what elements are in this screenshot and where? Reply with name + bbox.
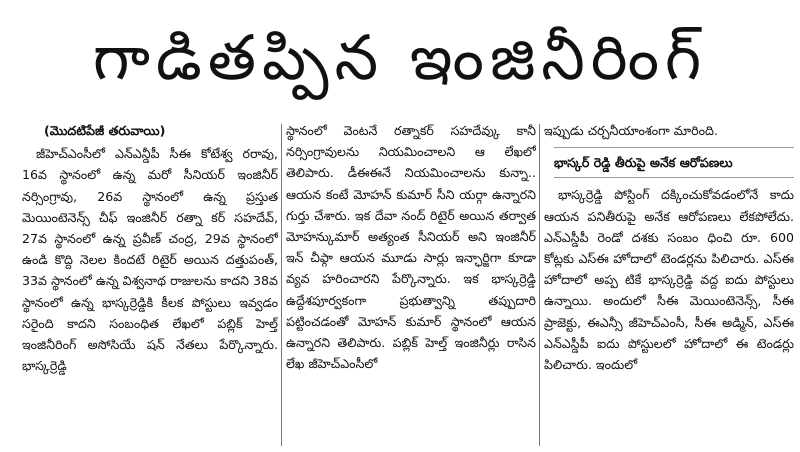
column-3-text: భాస్కర్రెడ్డి పోస్టింగ్ దక్కించుకోవడంలోనే కాదు ఆయన పనితీరుపై అనేక ఆరోపణలు లేకపోలేదు. ఎన్ఎస్డీపీ రెండో దశకు సంబం ధించి రూ. 600 కోట్లకు ఎస్ఈ హోదాలో టెండర్లను పిలిచారు. ఎస్ఈ హోదాలో అప్ప టికే భాస్కర్రెడ్డి వద్ద ఐదు పోస్టులు ఉన్నాయి. అందులో సీఈ మెయింటెనెన్స్, సీఈ ప్రాజెక్టు, ఈఎన్సీ జీహెచ్ఎంసీ, సీఈ అడ్మిన్, ఎస్ఈ ఎన్ఎస్డీపీ ఐదు పోస్టులలో హోదాలో ఈ టెండర్లు పిలిచారు. ఇందులో	[544, 187, 794, 373]
article-column-1	[22, 120, 278, 450]
column-1-text: జీహెచ్ఎంసీలో ఎన్ఎన్డీపీ సీఈ కోటేశ్వ రరావు, 16వ స్థానంలో ఉన్న మరో సీనియర్ ఇంజినీర్ నర్సింగ్రావు, 26వ స్థానంలో ఉన్న ప్రస్తుత మెయింటెనెన్స్ చీఫ్ ఇంజినీర్ రత్నా కర్ సహదేవ్, 27వ స్థానంలో ఉన్న ప్రవీణ్ చంద్ర, 29వ స్థానంలో ఉండి కొద్ది నెలల కిందటే రిటైర్ అయిన దత్తుపంత్, 33వ స్థానంలో ఉన్న విశ్వనాథ రాజులను కాదని 38వ స్థానంలో ఉన్న భాస్కర్రెడ్డికి కీలక పోస్టులు ఇవ్వడం సరైంది కాదని సంబంధిత లేఖలో పబ్లిక్ హెల్త్ ఇంజినీరింగ్ అసోసియే షన్ నేతలు పేర్కొన్నారు. భాస్కర్రెడ్డి	[22, 146, 278, 374]
article-column-3	[544, 120, 794, 450]
column-divider-2	[539, 124, 540, 446]
column-2-text: స్థానంలో వెంటనే రత్నాకర్ సహదేవ్కు కానీ నర్సింగ్రావులను నియమించాలని ఆ లేఖలో తెలిపారు. డీఈఈనే నియమించాలను కున్నా.. ఆయన కంటే మోహన్ కుమార్ సీని యర్గా ఉన్నారని గుర్తు చేశారు. ఇక దేవా నంద్ రిటైర్ అయిన తర్వాత మోహన్కుమార్ అత్యంత సీనియర్ అని ఇంజినీర్ ఇన్ చీఫ్గా ఆయన మూడు సార్లు ఇన్ఛార్జిగా కూడా వ్యవ హరించారని పేర్కొన్నారు. ఇక భాస్కర్రెడ్డి ఉద్దేశపూర్వకంగా ప్రభుత్వాన్ని తప్పుదారి పట్టించడంతో మోహన్ కుమార్ స్థానంలో ఆయన ఉన్నారని తెలిపారు. పబ్లిక్ హెల్త్ ఇంజినీర్లు రాసిన లేఖ జీహెచ్ఎంసీలో	[286, 123, 536, 372]
headline: గాడితప్పిన ఇంజినీరింగ్	[92, 21, 708, 94]
article-column-2	[286, 120, 536, 450]
column-divider-1	[281, 124, 282, 446]
column-3-intro: ఇప్పుడు చర్చనీయాంశంగా మారింది.	[544, 123, 718, 138]
continued-from-front-page-label: (మొదటిపేజీ తరువాయి)	[44, 123, 166, 138]
subheading: భాస్కర్ రెడ్డి తీరుపై అనేక ఆరోపణలు	[554, 147, 794, 178]
